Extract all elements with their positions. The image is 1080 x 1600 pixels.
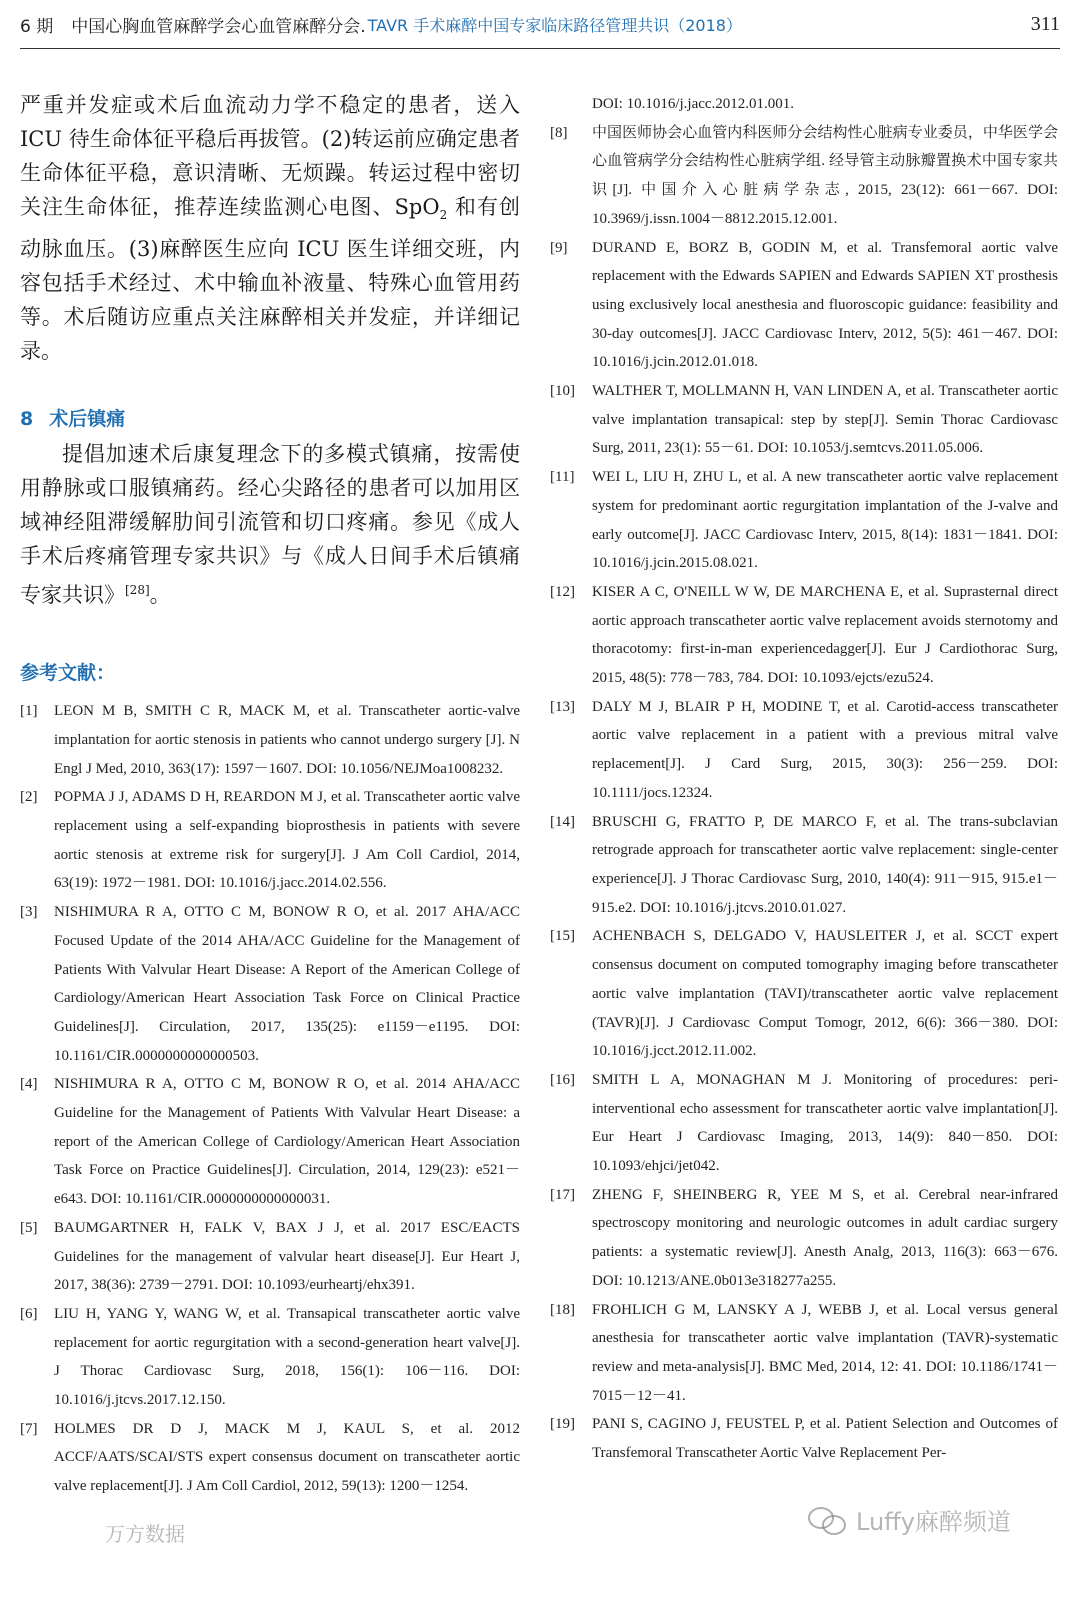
reference-number: [5]: [20, 1219, 38, 1236]
paragraph-2-text-a: 提倡加速术后康复理念下的多模式镇痛，按需使用静脉或口服镇痛药。经心尖路径的患者可以加用区域神经阻滞缓解肋间引流管和切口疼痛。参见《成人手术后疼痛管理专家共识》与《成人日间手术后镇痛专家共识》: [20, 442, 520, 608]
reference-continuation: [550, 90, 1058, 119]
reference-item: [20, 783, 520, 898]
body-paragraph-1: [20, 88, 520, 368]
reference-number: [1]: [20, 703, 38, 720]
reference-item: [550, 463, 1058, 578]
reference-number: [16]: [550, 1071, 575, 1088]
reference-item: [550, 234, 1058, 378]
page-number: 311: [1030, 12, 1060, 35]
reference-item: [550, 922, 1058, 1066]
watermark-channel-text: Luffy麻醉频道: [856, 1508, 1011, 1536]
article-title: TAVR 手术麻醉中国专家临床路径管理共识（2018）: [367, 15, 742, 35]
issue-number: 6 期: [20, 16, 54, 37]
reference-text: NISHIMURA R A, OTTO C M, BONOW R O, et al. 2014 AHA/ACC Guideline for the Management of Patients With Valvular Heart Disease: a report of the American College of Cardiology/American Heart Association Task Force on Practice Guidelines[J]. Circulation, 2014, 129(23): e521－e643. DOI: 10.1161/CIR.0000000000000031.: [54, 1076, 520, 1208]
reference-text: WALTHER T, MOLLMANN H, VAN LINDEN A, et al. Transcatheter aortic valve implantation transapical: step by step[J]. Semin Thorac Cardiovasc Surg, 2011, 23(1): 55－61. DOI: 10.1053/j.semtcvs.2011.05.006.: [592, 383, 1058, 457]
reference-item: [20, 1214, 520, 1300]
reference-text: LEON M B, SMITH C R, MACK M, et al. Transcatheter aortic-valve implantation for aortic stenosis in patients who cannot undergo surgery [J]. N Engl J Med, 2010, 363(17): 1597－1607. DOI: 10.1056/NEJMoa1008232.: [54, 703, 520, 777]
reference-item: [20, 898, 520, 1070]
reference-number: [12]: [550, 583, 575, 600]
paragraph-2-text-b: 。: [149, 583, 171, 608]
reference-item: [20, 697, 520, 783]
reference-number: [3]: [20, 904, 38, 921]
section-number: 8: [20, 408, 34, 431]
reference-text: DALY M J, BLAIR P H, MODINE T, et al. Carotid-access transcatheter aortic valve replacement in a patient with a previous mitral valve replacement[J]. J Card Surg, 2015, 30(3): 256－259. DOI: 10.1111/jocs.12324.: [592, 698, 1058, 801]
reference-item: [550, 578, 1058, 693]
references-heading: 参考文献：: [20, 662, 116, 685]
reference-number: [4]: [20, 1076, 38, 1093]
reference-number: [7]: [20, 1420, 38, 1437]
reference-item: [550, 693, 1058, 808]
reference-continuation-text: DOI: 10.1016/j.jacc.2012.01.001.: [592, 96, 795, 112]
journal-name: 中国心胸血管麻醉学会心血管麻醉分会.: [71, 16, 366, 37]
page-header: [20, 0, 1060, 49]
reference-item: [550, 1181, 1058, 1296]
reference-text: BAUMGARTNER H, FALK V, BAX J J, et al. 2017 ESC/EACTS Guidelines for the management of valvular heart disease[J]. Eur Heart J, 2017, 38(36): 2739－2791. DOI: 10.1093/eurheartj/ehx391.: [54, 1219, 520, 1294]
reference-number: [8]: [550, 124, 568, 141]
citation-superscript[interactable]: [28]: [125, 583, 150, 598]
reference-text: FROHLICH G M, LANSKY A J, WEBB J, et al. Local versus general anesthesia for transcatheter aortic valve implantation (TAVR)-systematic review and meta-analysis[J]. BMC Med, 2014, 12: 41. DOI: 10.1186/1741－7015－12－41.: [592, 1301, 1058, 1404]
paragraph-1-text-a: 严重并发症或术后血流动力学不稳定的患者，送入ICU 待生命体征平稳后再拔管。(2)转运前应确定患者生命体征平稳，意识清晰、无烦躁。转运过程中密切关注生命体征，推荐连续监测心电图、SpO: [20, 93, 520, 219]
reference-item: [550, 1066, 1058, 1181]
reference-text: WEI L, LIU H, ZHU L, et al. A new transcatheter aortic valve replacement system for predominant aortic regurgitation implantation of the J-valve and early outcome[J]. JACC Cardiovasc Interv, 2015, 8(14): 1831－1841. DOI: 10.1016/j.jcin.2015.08.021.: [592, 469, 1058, 572]
reference-number: [11]: [550, 469, 575, 486]
reference-number: [15]: [550, 928, 575, 945]
reference-item: [550, 808, 1058, 923]
reference-item: [20, 1300, 520, 1415]
reference-item: [550, 1296, 1058, 1411]
reference-text: ZHENG F, SHEINBERG R, YEE M S, et al. Cerebral near-infrared spectroscopy monitoring and neurologic outcomes in adult cardiac surgery patients: a systematic review[J]. Anesth Analg, 2013, 116(3): 663－676. DOI: 10.1213/ANE.0b013e318277a255.: [592, 1186, 1058, 1289]
section-title: 术后镇痛: [49, 408, 126, 431]
reference-text: HOLMES DR D J, MACK M J, KAUL S, et al. 2012 ACCF/AATS/SCAI/STS expert consensus document on transcatheter aortic valve replacement[J]. J Am Coll Cardiol, 2012, 59(13): 1200－1254.: [54, 1420, 520, 1495]
reference-item: [20, 1070, 520, 1214]
reference-text: PANI S, CAGINO J, FEUSTEL P, et al. Patient Selection and Outcomes of Transfemoral Transcatheter Aortic Valve Replacement Per-: [592, 1416, 1058, 1462]
reference-text: POPMA J J, ADAMS D H, REARDON M J, et al. Transcatheter aortic valve replacement using a self-expanding bioprosthesis in patients with severe aortic stenosis at extreme risk for surgery[J]. J Am Coll Cardiol, 2014, 63(19): 1972－1981. DOI: 10.1016/j.jacc.2014.02.556.: [54, 789, 520, 892]
section-heading: [20, 404, 520, 431]
watermark-wanfang: 万方数据: [105, 1522, 185, 1546]
reference-text: DURAND E, BORZ B, GODIN M, et al. Transfemoral aortic valve replacement with the Edwards SAPIEN and Edwards SAPIEN XT prosthesis using exclusively local anesthesia and fluoroscopic guidance: feasibility and 30-day outcomes[J]. JACC Cardiovasc Interv, 2012, 5(5): 461－467. DOI: 10.1016/j.jcin.2012.01.018.: [592, 239, 1058, 371]
reference-text: ACHENBACH S, DELGADO V, HAUSLEITER J, et al. SCCT expert consensus document on computed tomography imaging before transcatheter aortic valve implantation (TAVI)/transcatheter aortic valve replacement (TAVR)[J]. J Cardiovasc Comput Tomogr, 2012, 6(6): 366－380. DOI: 10.1016/j.jcct.2012.11.002.: [592, 928, 1058, 1060]
reference-text: 中国医师协会心血管内科医师分会结构性心脏病专业委员，中华医学会心血管病学分会结构性心脏病学组. 经导管主动脉瓣置换术中国专家共识[J]. 中国介入心脏病学杂志, 2015, 23(12): 661－667. DOI: 10.3969/j.issn.1004－8812.2015.12.001.: [592, 124, 1058, 227]
body-paragraph-2: [20, 437, 520, 612]
paragraph-1-text-b: 和有创动脉血压。(3)麻醉医生应向 ICU 医生详细交班，内容包括手术经过、术中输血补液量、特殊心血管用药等。术后随访应重点关注麻醉相关并发症，并详细记录。: [20, 195, 520, 364]
reference-number: [17]: [550, 1186, 575, 1203]
reference-item: [20, 1415, 520, 1501]
reference-item: [550, 377, 1058, 463]
reference-item: [550, 1410, 1058, 1467]
reference-text: BRUSCHI G, FRATTO P, DE MARCO F, et al. The trans-subclavian retrograde approach for transcatheter aortic valve replacement: single-center experience[J]. J Thorac Cardiovasc Surg, 2010, 140(4): 911－915, 915.e1－915.e2. DOI: 10.1016/j.jtcvs.2010.01.027.: [592, 813, 1058, 916]
reference-number: [6]: [20, 1305, 38, 1322]
reference-number: [10]: [550, 383, 575, 400]
reference-number: [9]: [550, 239, 568, 256]
reference-text: KISER A C, O'NEILL W W, DE MARCHENA E, et al. Suprasternal direct aortic approach transcatheter aortic valve replacement avoids sternotomy and thoracotomy: first-in-man experiencedagger[J]. Eur J Cardiothorac Surg, 2015, 48(5): 778－783, 784. DOI: 10.1093/ejcts/ezu524.: [592, 583, 1058, 687]
reference-number: [14]: [550, 813, 575, 830]
reference-item: [550, 119, 1058, 234]
wechat-icon: [808, 1505, 848, 1535]
reference-text: NISHIMURA R A, OTTO C M, BONOW R O, et al. 2017 AHA/ACC Focused Update of the 2014 AHA/ACC Guideline for the Management of Patients With Valvular Heart Disease: A Report of the American College of Cardiology/American Heart Association Task Force on Clinical Practice Guidelines[J]. Circulation, 2017, 135(25): e1159－e1195. DOI: 10.1161/CIR.0000000000000503.: [54, 904, 520, 1064]
reference-number: [13]: [550, 698, 575, 715]
right-column: [550, 90, 1058, 1468]
reference-number: [19]: [550, 1416, 575, 1433]
references-list-left: [20, 697, 520, 1501]
reference-number: [2]: [20, 789, 38, 806]
reference-number: [18]: [550, 1301, 575, 1318]
left-column: [20, 88, 520, 1501]
reference-text: LIU H, YANG Y, WANG W, et al. Transapical transcatheter aortic valve replacement for aortic regurgitation with a second-generation heart valve[J]. J Thorac Cardiovasc Surg, 2018, 156(1): 106－116. DOI: 10.1016/j.jtcvs.2017.12.150.: [54, 1305, 520, 1409]
reference-text: SMITH L A, MONAGHAN M J. Monitoring of procedures: peri-interventional echo assessment for transcatheter aortic valve implantation[J]. Eur Heart J Cardiovasc Imaging, 2013, 14(9): 840－850. DOI: 10.1093/ehjci/jet042.: [592, 1071, 1058, 1175]
watermark-channel: [808, 1502, 1011, 1537]
spo2-subscript: 2: [439, 208, 448, 223]
